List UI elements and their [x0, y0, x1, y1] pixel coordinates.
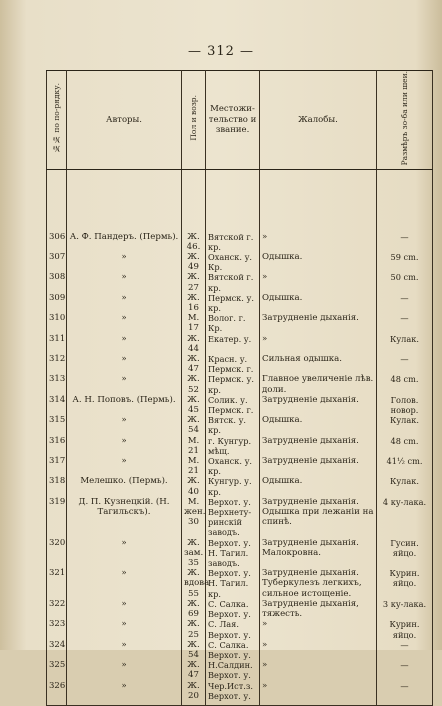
table-row — [47, 538, 433, 569]
table-row — [47, 619, 433, 639]
row-number: 319 — [47, 497, 67, 538]
row-number: 315 — [47, 415, 67, 435]
row-size: — — [377, 640, 433, 660]
row-author: » — [67, 568, 182, 599]
header-sex-age: Пол и возр. — [182, 71, 206, 170]
row-complaint: Затрудненіе дыханія. Туберкулезъ легкихъ, сильное истощеніе. — [260, 568, 377, 599]
row-size: Кулак. — [377, 415, 433, 435]
row-size: 3 ку-лака. — [377, 599, 433, 619]
table-row — [47, 374, 433, 394]
row-size: — — [377, 354, 433, 374]
row-size: 50 cm. — [377, 272, 433, 292]
table-row — [47, 456, 433, 476]
row-place: Верхот. у. Верхнету-ринскій заводъ. — [206, 497, 260, 538]
row-sex-age: М. 17 — [182, 313, 206, 333]
row-place: Оханск. у. кр. — [206, 456, 260, 476]
row-number: 321 — [47, 568, 67, 599]
table-row — [47, 436, 433, 456]
row-author: » — [67, 599, 182, 619]
row-number: 310 — [47, 313, 67, 333]
row-author: Мелешко. (Пермь). — [67, 476, 182, 496]
row-place: Верхот. у. Н. Тагил. заводъ. — [206, 538, 260, 569]
table-row — [47, 681, 433, 701]
row-author: » — [67, 272, 182, 292]
row-size: — — [377, 681, 433, 701]
row-place: Кунгур. у. кр. — [206, 476, 260, 496]
row-complaint: » — [260, 681, 377, 701]
row-size: 41½ cm. — [377, 456, 433, 476]
row-number: 326 — [47, 681, 67, 701]
row-size: 59 cm. — [377, 252, 433, 272]
row-sex-age: М. жен. 30 — [182, 497, 206, 538]
row-place: Вятск. у. кр. — [206, 415, 260, 435]
row-number: 306 — [47, 232, 67, 252]
row-complaint: » — [260, 640, 377, 660]
row-complaint: Затрудненіе дыханія. — [260, 436, 377, 456]
row-place: С. Салка. Верхот. у. — [206, 640, 260, 660]
row-place: г. Кунгур. мѣщ. — [206, 436, 260, 456]
row-complaint: Главное увеличеніе лѣв. доли. — [260, 374, 377, 394]
row-place: Оханск. у. Кр. — [206, 252, 260, 272]
row-place: Вятской г. кр. — [206, 272, 260, 292]
row-place: Пермск. у. кр. — [206, 293, 260, 313]
row-author: » — [67, 313, 182, 333]
row-sex-age: Ж. 54 — [182, 640, 206, 660]
row-author: » — [67, 293, 182, 313]
page-number: — 312 — — [187, 44, 255, 59]
row-complaint: Одышка. — [260, 252, 377, 272]
row-author: » — [67, 415, 182, 435]
row-number: 318 — [47, 476, 67, 496]
row-sex-age: Ж. 25 — [182, 619, 206, 639]
table-row — [47, 660, 433, 680]
row-size: — — [377, 313, 433, 333]
row-complaint: » — [260, 334, 377, 354]
row-complaint: Затрудненіе дыханія, тяжесть. — [260, 599, 377, 619]
row-number: 312 — [47, 354, 67, 374]
row-sex-age: Ж. 47 — [182, 660, 206, 680]
row-number: 325 — [47, 660, 67, 680]
row-number: 316 — [47, 436, 67, 456]
row-complaint: Одышка. — [260, 293, 377, 313]
row-number: 313 — [47, 374, 67, 394]
table-body — [47, 169, 433, 705]
row-place: Екатер. у. — [206, 334, 260, 354]
row-author: » — [67, 538, 182, 569]
header-complaints: Жалобы. — [260, 71, 377, 170]
row-sex-age: Ж. 49 — [182, 252, 206, 272]
row-sex-age: Ж. 44 — [182, 334, 206, 354]
row-complaint: Одышка. — [260, 476, 377, 496]
row-size: Курин. яйцо. — [377, 568, 433, 599]
row-sex-age: М. 21 — [182, 456, 206, 476]
table-row — [47, 497, 433, 538]
row-number: 311 — [47, 334, 67, 354]
row-number: 307 — [47, 252, 67, 272]
row-author: » — [67, 354, 182, 374]
row-author: » — [67, 456, 182, 476]
row-place: С. Салка. Верхот. у. — [206, 599, 260, 619]
row-size: 48 cm. — [377, 374, 433, 394]
row-sex-age: Ж. 16 — [182, 293, 206, 313]
row-complaint: Затрудненіе дыханія. Малокровна. — [260, 538, 377, 569]
table-row — [47, 354, 433, 374]
row-size: Гусин. яйцо. — [377, 538, 433, 569]
row-sex-age: Ж. 27 — [182, 272, 206, 292]
row-complaint: Затрудненіе дыханія. — [260, 456, 377, 476]
header-num: №№ по по-рядку. — [47, 71, 67, 170]
row-sex-age: Ж. 47 — [182, 354, 206, 374]
row-author: » — [67, 619, 182, 639]
row-sex-age: Ж. 69 — [182, 599, 206, 619]
row-author: А. Н. Поповъ. (Пермь). — [67, 395, 182, 415]
row-sex-age: Ж. 46. — [182, 232, 206, 252]
row-place: Верхот. у. Н. Тагил. кр. — [206, 568, 260, 599]
row-complaint: Одышка. — [260, 415, 377, 435]
row-size: 4 ку-лака. — [377, 497, 433, 538]
row-complaint: Затрудненіе дыханія. Одышка при лежаніи на спинѣ. — [260, 497, 377, 538]
table-row — [47, 313, 433, 333]
row-author: » — [67, 660, 182, 680]
table-row — [47, 476, 433, 496]
row-complaint: Сильная одышка. — [260, 354, 377, 374]
row-author: » — [67, 436, 182, 456]
table-header-row — [47, 71, 433, 170]
row-sex-age: Ж. 54 — [182, 415, 206, 435]
table-row — [47, 395, 433, 415]
row-size: — — [377, 660, 433, 680]
row-number: 308 — [47, 272, 67, 292]
header-place: Местожи-тельство и звание. — [206, 71, 260, 170]
table-row — [47, 232, 433, 252]
row-size: 48 cm. — [377, 436, 433, 456]
row-place: Н.Салдин. Верхот. у. — [206, 660, 260, 680]
row-complaint: Затрудненіе дыханія. — [260, 313, 377, 333]
row-sex-age: Ж. 45 — [182, 395, 206, 415]
row-number: 323 — [47, 619, 67, 639]
row-size: — — [377, 232, 433, 252]
table-row — [47, 252, 433, 272]
row-size: Кулак. — [377, 476, 433, 496]
row-number: 317 — [47, 456, 67, 476]
row-sex-age: Ж. вдова 55 — [182, 568, 206, 599]
table-row — [47, 415, 433, 435]
table-row — [47, 272, 433, 292]
row-complaint: » — [260, 232, 377, 252]
row-author: » — [67, 334, 182, 354]
table-bottom-rule — [47, 701, 433, 706]
row-number: 314 — [47, 395, 67, 415]
row-complaint: » — [260, 619, 377, 639]
row-number: 322 — [47, 599, 67, 619]
row-place: Чер.Ист.з. Верхот. у. — [206, 681, 260, 701]
row-sex-age: Ж. 52 — [182, 374, 206, 394]
row-place: Красн. у. Пермск. г. — [206, 354, 260, 374]
header-size: Размѣръ зо-ба или шеи. — [377, 71, 433, 170]
table-row — [47, 568, 433, 599]
row-complaint: Затрудненіе дыханія. — [260, 395, 377, 415]
row-place: Вятской г. кр. — [206, 232, 260, 252]
header-authors: Авторы. — [67, 71, 182, 170]
row-author: » — [67, 640, 182, 660]
row-place: С. Лая. Верхот. у. — [206, 619, 260, 639]
patient-table — [46, 70, 433, 706]
row-author: » — [67, 374, 182, 394]
row-place: Солик. у. Пермск. г. — [206, 395, 260, 415]
row-complaint: » — [260, 660, 377, 680]
row-number: 324 — [47, 640, 67, 660]
row-sex-age: Ж. 40 — [182, 476, 206, 496]
row-number: 309 — [47, 293, 67, 313]
row-size: Голов. новор. — [377, 395, 433, 415]
spacer-row — [47, 169, 433, 232]
row-place: Волог. г. Кр. — [206, 313, 260, 333]
row-sex-age: М. 21 — [182, 436, 206, 456]
row-size: Курин. яйцо. — [377, 619, 433, 639]
row-number: 320 — [47, 538, 67, 569]
row-author: Д. П. Кузнецкій. (Н. Тагильскъ). — [67, 497, 182, 538]
row-author: » — [67, 252, 182, 272]
row-author: » — [67, 681, 182, 701]
row-complaint: » — [260, 272, 377, 292]
row-sex-age: Ж. 20 — [182, 681, 206, 701]
row-author: А. Ф. Пандеръ. (Пермь). — [67, 232, 182, 252]
row-size: Кулак. — [377, 334, 433, 354]
row-sex-age: Ж. зам. 35 — [182, 538, 206, 569]
table-row — [47, 599, 433, 619]
row-size: — — [377, 293, 433, 313]
row-place: Пермск. у. кр. — [206, 374, 260, 394]
table-row — [47, 334, 433, 354]
table-row — [47, 293, 433, 313]
